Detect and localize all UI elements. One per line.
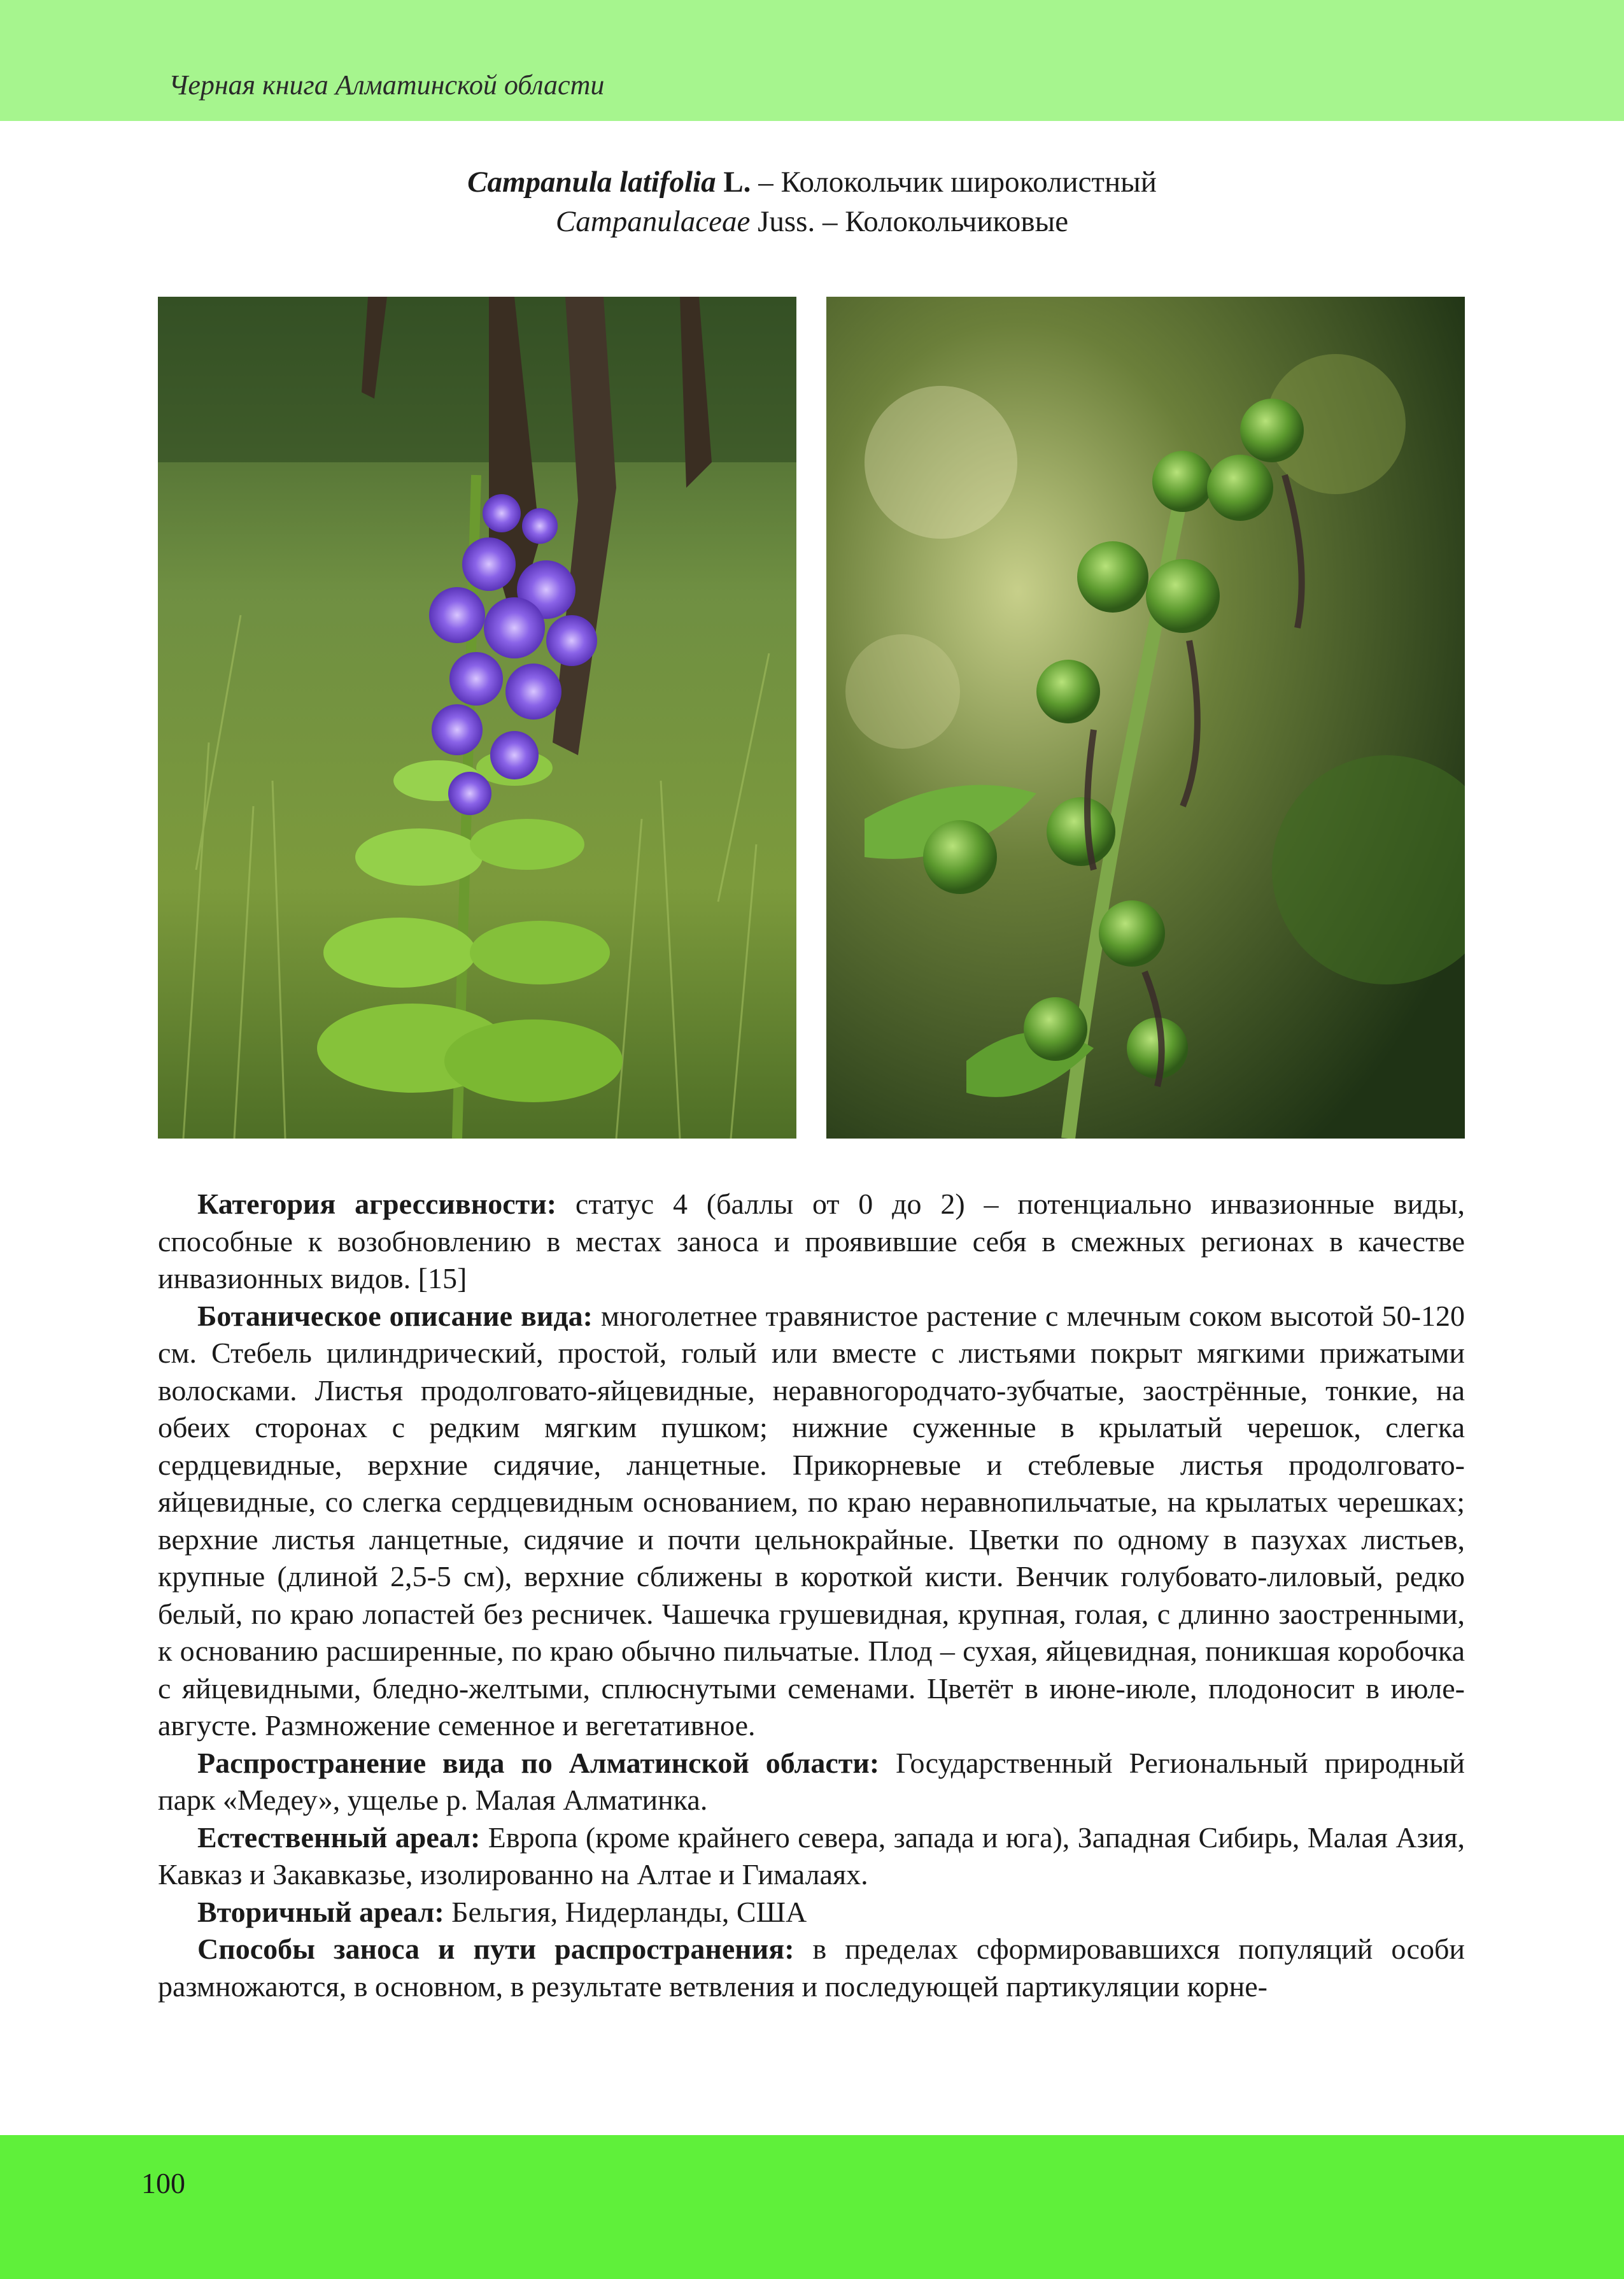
section-label: Естественный ареал: <box>197 1821 481 1854</box>
species-title <box>0 162 1624 241</box>
latin-author: L. <box>723 166 751 199</box>
section-natural-range <box>158 1819 1465 1894</box>
section-label: Вторичный ареал: <box>197 1895 444 1928</box>
section-text: Бельгия, Нидерланды, США <box>444 1895 807 1928</box>
section-label: Ботаническое описание вида: <box>197 1299 593 1332</box>
section-text: Государственный Региональный природный парк «Медеу», ущелье р. Малая Алматинка. <box>158 1746 1465 1816</box>
family-latin: Campanulaceae <box>555 205 751 238</box>
section-label: Способы заноса и пути распространения: <box>197 1933 794 1965</box>
family-common: – Колокольчиковые <box>815 205 1069 238</box>
photo-fruiting-plant <box>826 297 1465 1139</box>
running-title: Черная книга Алматинской области <box>169 69 605 101</box>
section-label: Распространение вида по Алматинской области: <box>197 1746 880 1779</box>
page-number: 100 <box>141 2167 185 2199</box>
species-description <box>158 1186 1465 2005</box>
family-line <box>0 202 1624 241</box>
section-secondary-range <box>158 1894 1465 1931</box>
section-botanical-description <box>158 1298 1465 1745</box>
section-distribution <box>158 1745 1465 1819</box>
section-text: статус 4 (баллы от 0 до 2) – потенциально инвазионные виды, способные к возобновлению в местах заноса и проявившие себя в смежных регионах в качестве инвазионных видов. [15] <box>158 1188 1465 1295</box>
photo-flowering-plant <box>158 297 796 1139</box>
section-text: Европа (кроме крайнего севера, запада и юга), Западная Сибирь, Малая Азия, Кавказ и Закавказье, изолированно на Алтае и Гималаях. <box>158 1821 1465 1891</box>
section-label: Категория агрессивности: <box>197 1188 557 1220</box>
section-text: в пределах сформировавшихся популяций особи размножаются, в основном, в результате ветвления и последующей партикуляции корне- <box>158 1933 1465 2003</box>
latin-name: Campanula latifolia <box>467 166 716 199</box>
species-name-line <box>0 162 1624 202</box>
section-introduction-pathways <box>158 1931 1465 2005</box>
common-name: – Колокольчик широколистный <box>751 166 1157 199</box>
family-author: Juss. <box>750 205 816 238</box>
section-text: многолетнее травянистое растение с млечным соком высотой 50-120 см. Стебель цилиндрический, простой, голый или вместе с листьями покрыт мягкими прижатыми волосками. Листья продолговато-яйцевидные, неравногородчато-зубчатые, заострённые, тонкие, на обеих сторонах с редким мягким пушком; нижние суженные в крылатый черешок, слегка сердцевидные, верхние сидячие, ланцетные. Прикорневые и стеблевые листья продолговато-яйцевидные, со слегка сердцевидным основанием, по краю неравнопильчатые, на крылатых черешках; верхние листья ланцетные, сидячие и почти цельнокрайные. Цветки по одному в пазухах листьев, крупные (длиной 2,5-5 см), верхние сближены в короткой кисти. Венчик голубовато-лиловый, редко белый, по краю лопастей без ресничек. Чашечка грушевидная, крупная, голая, с длинно заостренными, к основанию расширенные, по краю обычно пильчатые. Плод – сухая, яйцевидная, поникшая коробочка с яйцевидными, бледно-желтыми, сплюснутыми семенами. Цветёт в июне-июле, плодоносит в июле-августе. Размножение семенное и вегетативное. <box>158 1299 1465 1742</box>
photo-fruiting-plant-icon <box>826 297 1465 1139</box>
section-aggressiveness <box>158 1186 1465 1298</box>
header-band <box>0 0 1624 121</box>
photo-flowering-plant-icon <box>158 297 796 1139</box>
footer-band <box>0 2135 1624 2279</box>
